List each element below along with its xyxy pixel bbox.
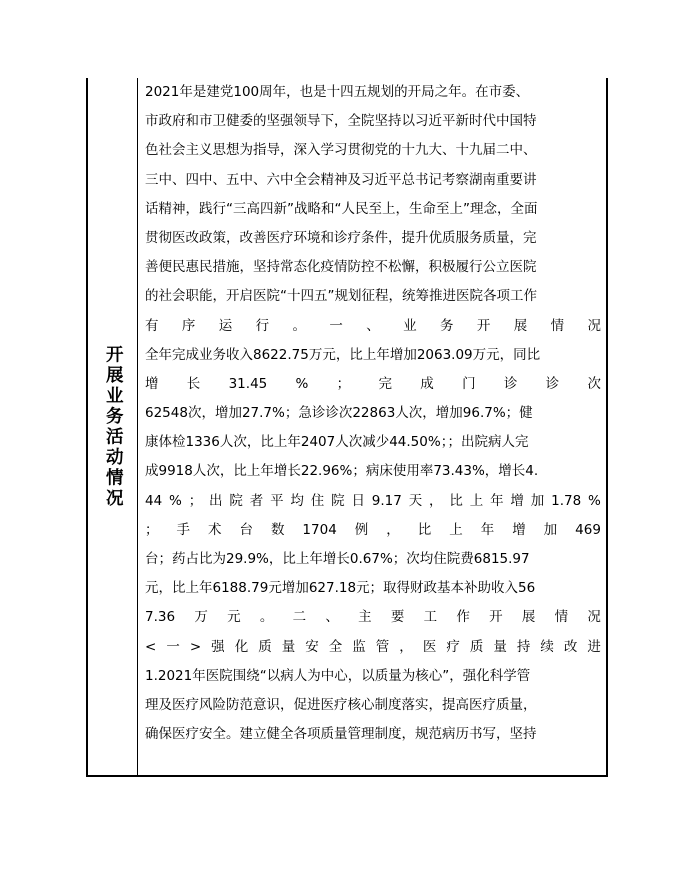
text-token: 均 <box>290 492 304 509</box>
text-token: 术 <box>207 521 222 538</box>
text-token: 序 <box>181 317 196 334</box>
text-token: 一 <box>166 638 180 655</box>
text-token: 况 <box>587 317 601 334</box>
text-token: 天 <box>408 492 423 509</box>
text-line: 成9918人次，比上年增长22.96%；病床使用率73.43%，增长4. <box>145 463 539 480</box>
text-line: 的社会职能，开启医院“十四五”规划征程，统筹推进医院各项工作 <box>145 288 537 305</box>
text-token: 增 <box>510 492 524 509</box>
text-token: 加 <box>543 521 558 538</box>
text-line: 62548次，增加27.7%；急诊诊次22863人次，增加96.7%；健 <box>145 405 533 422</box>
text-line: 色社会主义思想为指导，深入学习贯彻党的十九大、十九届二中、 <box>145 142 537 159</box>
text-token: 比 <box>417 521 432 538</box>
text-token: 质 <box>469 638 484 655</box>
table-border-bottom <box>86 775 608 777</box>
text-token: 平 <box>270 492 284 509</box>
text-line: 台；药占比为29.9%，比上年增长0.67%；次均住院费6815.97 <box>145 551 530 567</box>
section-label: 开展业务活动情况 <box>103 344 124 509</box>
text-token: 业 <box>403 317 417 334</box>
text-line-justified <box>145 516 601 545</box>
text-token: 行 <box>255 317 270 334</box>
text-token: 7.36 <box>145 609 176 626</box>
text-token: 情 <box>550 317 565 334</box>
text-line-justified <box>145 633 601 662</box>
text-token: > <box>189 638 202 655</box>
text-token: 改 <box>563 638 578 655</box>
text-token: 医 <box>422 638 437 655</box>
text-token: 台 <box>239 521 253 538</box>
text-token: 质 <box>258 638 272 655</box>
text-line-justified <box>145 370 601 399</box>
text-token: 院 <box>331 492 345 509</box>
table-divider <box>137 78 138 777</box>
text-token: 情 <box>554 609 569 626</box>
text-token: 增 <box>512 521 526 538</box>
text-token: 者 <box>249 492 264 509</box>
text-token: 二 <box>292 609 307 626</box>
text-token: 。 <box>292 317 306 334</box>
text-token: 量 <box>281 638 296 655</box>
text-token: 进 <box>587 638 601 655</box>
text-token: 诊 <box>503 375 518 392</box>
text-token: 加 <box>530 492 545 509</box>
text-line: 1.2021年医院围绕“以病人为中心，以质量为核心”，强化科学管 <box>145 667 531 684</box>
text-line: 市政府和市卫健委的坚强领导下，全院坚持以习近平新时代中国特 <box>145 113 537 130</box>
text-token: 469 <box>575 521 601 538</box>
text-token: 续 <box>540 638 554 655</box>
text-line: 理及医疗风险防范意识，促进医疗核心制度落实，提高医疗质量， <box>145 696 537 713</box>
table-border-right <box>606 78 608 777</box>
text-token: 上 <box>469 492 484 509</box>
text-token: 诊 <box>545 375 560 392</box>
text-line: 康体检1336人次，比上年2407人次减少44.50%；；出院病人完 <box>145 434 529 451</box>
text-token: 手 <box>176 521 190 538</box>
text-token: 1.78 <box>551 492 582 509</box>
text-token: 安 <box>305 638 319 655</box>
text-token: 日 <box>351 492 365 509</box>
text-token: 成 <box>420 375 434 392</box>
text-line: 善便民惠民措施，坚持常态化疫情防控不松懈，积极履行公立医院 <box>145 259 537 276</box>
text-line-justified <box>145 603 601 632</box>
text-token: 运 <box>218 317 233 334</box>
text-line: 确保医疗安全。建立健全各项质量管理制度，规范病历书写，坚持 <box>145 726 537 743</box>
text-line: 元，比上年6188.79元增加627.18元；取得财政基本补助收入56 <box>145 580 536 597</box>
text-token: 比 <box>449 492 463 509</box>
text-token: 次 <box>587 375 601 392</box>
text-token: 年 <box>480 521 495 538</box>
text-token: 管 <box>375 638 390 655</box>
text-token: 年 <box>490 492 504 509</box>
text-line: 贯彻医改政策，改善医疗环境和诊疗条件，提升优质服务质量，完 <box>145 229 537 246</box>
text-token: 持 <box>516 638 531 655</box>
report-text <box>145 78 601 749</box>
text-token: 上 <box>449 521 463 538</box>
text-token: 万 <box>194 609 208 626</box>
text-line-justified <box>145 487 601 516</box>
text-token: 元 <box>227 609 241 626</box>
text-token: 增 <box>145 375 159 392</box>
text-token: 9.17 <box>371 492 402 509</box>
text-token: % <box>295 375 309 392</box>
text-token: 数 <box>270 521 285 538</box>
text-token: 工 <box>423 609 438 626</box>
text-token: 住 <box>310 492 325 509</box>
text-token: 强 <box>211 638 225 655</box>
text-token: 出 <box>209 492 223 509</box>
text-token: 院 <box>229 492 243 509</box>
text-token: 况 <box>587 609 601 626</box>
text-token: 门 <box>462 375 476 392</box>
text-token: 化 <box>234 638 249 655</box>
form-table <box>86 78 608 777</box>
text-token: < <box>145 638 157 655</box>
text-token: ； <box>336 375 351 392</box>
text-token: 1704 <box>302 521 337 538</box>
text-token: 全 <box>328 638 343 655</box>
text-token: ， <box>399 638 413 655</box>
text-line: 三中、四中、五中、六中全会精神及习近平总书记考察湖南重要讲 <box>145 171 537 188</box>
text-token: 长 <box>186 375 201 392</box>
text-token: 展 <box>513 317 528 334</box>
text-token: ； <box>188 492 203 509</box>
text-token: 要 <box>390 609 405 626</box>
text-token: 44 <box>145 492 163 509</box>
text-token: ， <box>386 521 400 538</box>
text-token: 务 <box>440 317 454 334</box>
text-line: 全年完成业务收入8622.75万元，比上年增加2063.09万元，同比 <box>145 346 541 363</box>
text-token: 疗 <box>446 638 460 655</box>
text-line: 话精神，践行“三高四新”战略和“人民至上，生命至上”理念，全面 <box>145 200 538 217</box>
text-token: 、 <box>325 609 339 626</box>
text-token: 主 <box>358 609 372 626</box>
text-line-justified <box>145 312 601 341</box>
text-token: 开 <box>489 609 503 626</box>
text-token: 一 <box>329 317 343 334</box>
text-token: 31.45 <box>228 375 268 392</box>
text-token: 开 <box>476 317 491 334</box>
text-token: ； <box>145 521 159 538</box>
text-token: ， <box>429 492 443 509</box>
text-token: 有 <box>145 317 159 334</box>
text-token: 展 <box>521 609 536 626</box>
text-token: 作 <box>456 609 470 626</box>
text-token: 例 <box>354 521 369 538</box>
text-token: 监 <box>352 638 366 655</box>
text-token: 量 <box>493 638 507 655</box>
text-token: % <box>169 492 182 509</box>
text-token: 完 <box>378 375 392 392</box>
text-token: % <box>588 492 601 509</box>
text-line: 2021年是建党100周年，也是十四五规划的开局之年。在市委、 <box>145 84 530 100</box>
text-token: 、 <box>366 317 380 334</box>
section-label-cell <box>88 78 137 775</box>
text-token: 。 <box>259 609 274 626</box>
